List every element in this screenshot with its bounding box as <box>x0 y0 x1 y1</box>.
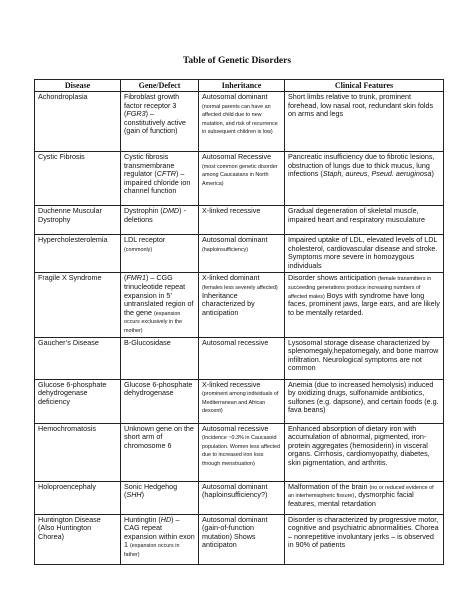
features-cell: Disorder is characterized by progressive motor, cognitive and psychiatric abnormalities. Chorea – nonrepetitive involuntary jerks – is observed in 90% of patients <box>285 514 444 564</box>
gene-cell: Sonic Hedgehog (SHH) <box>121 481 199 514</box>
table-row <box>35 92 444 152</box>
table-row <box>35 337 444 379</box>
genetic-disorders-table <box>34 79 444 565</box>
gene-cell: LDL receptor (commonly) <box>121 235 199 273</box>
inheritance-cell: Autosomal dominant (haploinsufficiency) <box>199 235 285 273</box>
features-cell: Malformation of the brain (no or reduced evidence of an interhemispheric fissure), dysmorphic facial features, mental retardation <box>285 481 444 514</box>
inheritance-cell: Autosomal dominant (gain-of-function mutation) Shows anticipaton <box>199 514 285 564</box>
disease-cell: Cystic Fibrosis <box>35 152 121 206</box>
inheritance-cell: Autosomal dominant (normal parents can have an affected child due to new mutation, and risk of recurrence in subsequent children is low) <box>199 92 285 152</box>
page-title: Table of Genetic Disorders <box>182 56 292 66</box>
features-cell: Impaired uptake of LDL, elevated levels of LDL cholesterol, cardiovascular disease and stroke. Symptoms more severe in homozygous individuals <box>285 235 444 273</box>
features-cell: Gradual degeneration of skeletal muscle, impaired heart and respiratory musculature <box>285 206 444 235</box>
table-row <box>35 514 444 564</box>
features-cell: Disorder shows anticipation (female transmitters in succeeding generations produce increasing numbers of affected males) Boys with syndrome have long faces, prominent jaws, large ears, and are likely to be mentally retarded. <box>285 273 444 337</box>
table-row <box>35 206 444 235</box>
disease-cell: Hemochromatosis <box>35 423 121 481</box>
inheritance-cell: Autosomal Recessive (most common genetic disorder among Caucasians in North America) <box>199 152 285 206</box>
header-inheritance: Inheritance <box>199 80 285 92</box>
table-row <box>35 481 444 514</box>
disease-cell: Gaucher’s Disease <box>35 337 121 379</box>
inheritance-cell: X-linked dominant (females less severely affected) Inheritance characterized by anticipation <box>199 273 285 337</box>
gene-cell: Unknown gene on the short arm of chromosome 6 <box>121 423 199 481</box>
inheritance-cell: X-linked recessive (prominent among individuals of Mediterranean and African descent) <box>199 379 285 423</box>
disease-cell: Huntington Disease (Also Huntington Chorea) <box>35 514 121 564</box>
table-header-row <box>35 80 444 92</box>
features-cell: Lysosomal storage disease characterized by splenomegaly,hepatomegaly, and bone marrow infiltration. Neurological symptoms are not common <box>285 337 444 379</box>
disease-cell: Holoproencephaly <box>35 481 121 514</box>
header-disease: Disease <box>35 80 121 92</box>
features-cell: Anemia (due to increased hemolysis) induced by oxidizing drugs, sulfonamide antibiotics, sulfones (e.g. dapsone), and certain foods (e.g. fava beans) <box>285 379 444 423</box>
inheritance-cell: Autosomal dominant (haploinsufficiency?) <box>199 481 285 514</box>
table-row <box>35 273 444 337</box>
table-row <box>35 152 444 206</box>
gene-cell: Cystic fibrosis transmembrane regulator (CFTR) – impaired chloride ion channel function <box>121 152 199 206</box>
inheritance-cell: Autosomal recessive (Incidence ~0.3% in Caucasoid population. Women less affected due to increased iron loss through menstruation) <box>199 423 285 481</box>
header-gene-defect: Gene/Defect <box>121 80 199 92</box>
table-row <box>35 423 444 481</box>
disease-cell: Achondroplasia <box>35 92 121 152</box>
inheritance-cell: Autosomal recessive <box>199 337 285 379</box>
disease-cell: Fragile X Syndrome <box>35 273 121 337</box>
gene-cell: B-Glucosidase <box>121 337 199 379</box>
gene-cell: Glucose 6-phosphate dehydrogenase <box>121 379 199 423</box>
table-row <box>35 235 444 273</box>
gene-cell: Dystrophin (DMD) - deletions <box>121 206 199 235</box>
inheritance-cell: X-linked recessive <box>199 206 285 235</box>
features-cell: Enhanced absorption of dietary iron with accumulation of abnormal, pigmented, iron-protein aggregates (hemosiderin) in visceral organs. Cirrhosis, cardiomyopathy, diabetes, skin pigmentation, and arthritis. <box>285 423 444 481</box>
features-cell: Short limbs relative to trunk, prominent forehead, low nasal root, redundant skin folds on arms and legs <box>285 92 444 152</box>
gene-cell: (FMR1) – CGG trinucleotide repeat expansion in 5’ untranslated region of the gene (expansion occurs exclusively in the mother) <box>121 273 199 337</box>
table-row <box>35 379 444 423</box>
disease-cell: Hypercholesterolemia <box>35 235 121 273</box>
disease-cell: Glucose 6-phosphate dehydrogenase deficiency <box>35 379 121 423</box>
gene-cell: Huntingtin (HD) – CAG repeat expansion within exon 1 (expansion occurs in father) <box>121 514 199 564</box>
gene-cell: Fibroblast growth factor receptor 3 (FGR3) – constitutively active (gain of function) <box>121 92 199 152</box>
header-clinical-features: Clinical Features <box>285 80 444 92</box>
disease-cell: Duchenne Muscular Dystrophy <box>35 206 121 235</box>
features-cell: Pancreatic insufficiency due to fibrotic lesions, obstruction of lungs due to thick mucus, lung infections (Staph, aureus, Pseud. aeruginosa) <box>285 152 444 206</box>
